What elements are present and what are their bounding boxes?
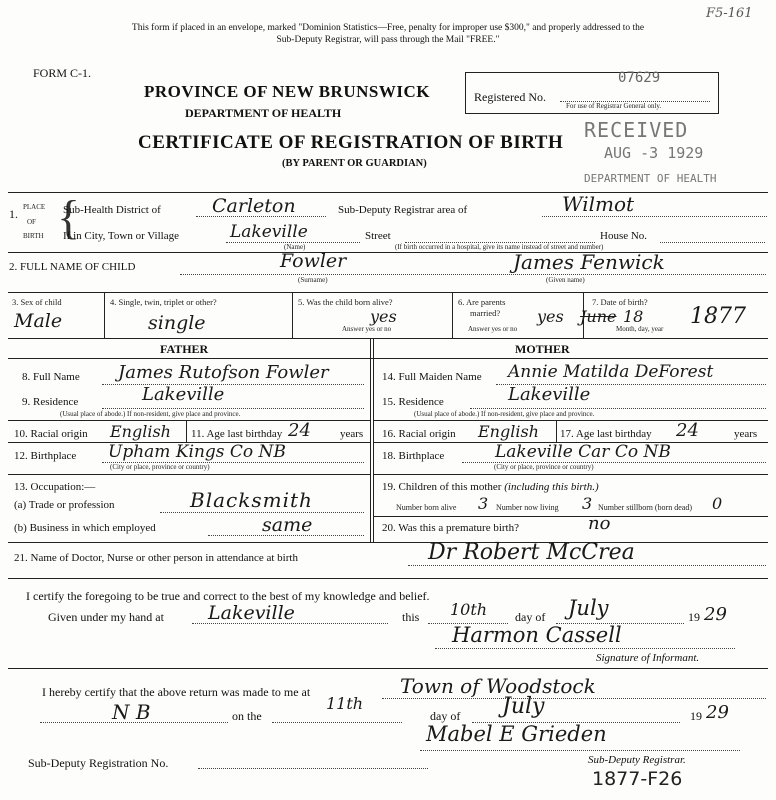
children-born-alive: 3 [478, 494, 489, 513]
registrar-place-province: N B [112, 700, 151, 724]
mother-racial-origin: English [478, 422, 539, 441]
born-alive: yes [370, 307, 397, 326]
certificate-subtitle: (BY PARENT OR GUARDIAN) [282, 158, 427, 169]
father-residence: Lakeville [142, 384, 225, 405]
mail-notice-line2: Sub-Deputy Registrar, will pass through the Mail "FREE." [276, 35, 500, 45]
informant-month: July [568, 596, 609, 620]
sex-of-child: Male [14, 310, 63, 332]
sub-health-district: Carleton [212, 195, 296, 217]
mother-heading: MOTHER [515, 342, 570, 356]
mail-notice [0, 22, 776, 46]
mother-maiden-name: Annie Matilda DeForest [508, 362, 714, 382]
father-business: same [262, 514, 313, 536]
child-surname: Fowler [280, 250, 347, 272]
registrar-certification: I hereby certify that the above return was made to me at [42, 685, 311, 699]
registrar-day: 11th [326, 694, 364, 713]
registrar-signature: Mabel E Grieden [426, 722, 607, 746]
dob-year: 1877 [690, 304, 746, 329]
received-stamp-line1: RECEIVED [584, 118, 689, 142]
certificate-title: CERTIFICATE OF REGISTRATION OF BIRTH [138, 132, 564, 153]
child-given-name: James Fenwick [513, 250, 665, 274]
father-birthplace: Upham Kings Co NB [108, 442, 286, 462]
dob-month: June [580, 307, 617, 326]
children-now-living: 3 [582, 494, 593, 513]
informant-year: 29 [704, 604, 727, 625]
father-trade: Blacksmith [190, 488, 313, 512]
received-stamp-date: AUG -3 1929 [604, 144, 704, 162]
father-full-name: James Rutofson Fowler [118, 362, 329, 383]
informant-certification: I certify the foregoing to be true and correct to the best of my knowledge and belief. [26, 589, 430, 603]
province-heading: PROVINCE OF NEW BRUNSWICK [144, 82, 430, 101]
registrar-year: 29 [706, 702, 729, 723]
father-racial-origin: English [110, 422, 171, 441]
informant-signature: Harmon Cassell [452, 623, 622, 647]
registrar-month: July [502, 694, 545, 719]
father-age: 24 [288, 420, 311, 441]
received-stamp-dept: DEPARTMENT OF HEALTH [584, 172, 717, 185]
corner-reference: F5-161 [706, 6, 753, 21]
father-heading: FATHER [160, 342, 209, 356]
mother-birthplace: Lakeville Car Co NB [495, 442, 671, 462]
parents-married: yes [537, 307, 564, 326]
plurality: single [148, 312, 206, 334]
dob-day: 18 [623, 307, 644, 326]
city-town-village: Lakeville [230, 222, 308, 242]
premature-birth: no [588, 513, 611, 534]
informant-place: Lakeville [208, 602, 295, 624]
registered-number: 07629 [618, 70, 661, 86]
registrar-place: Town of Woodstock [400, 674, 596, 698]
department-heading: DEPARTMENT OF HEALTH [185, 106, 342, 120]
informant-day: 10th [450, 600, 488, 619]
birth-attendant: Dr Robert McCrea [428, 540, 635, 565]
children-stillborn: 0 [712, 494, 723, 513]
registered-label: Registered No. [474, 90, 546, 104]
mail-notice-line1: This form if placed in an envelope, marked "Dominion Statistics—Free, penalty for improper use $300," and properly addressed to the [131, 23, 645, 33]
registered-note: For use of Registrar General only. [566, 102, 662, 110]
mother-residence: Lakeville [508, 384, 591, 405]
registrar-area: Wilmot [562, 192, 635, 216]
form-number: FORM C-1. [33, 66, 92, 80]
mother-age: 24 [676, 420, 699, 441]
footer-reference: 1877-F26 [592, 768, 683, 790]
